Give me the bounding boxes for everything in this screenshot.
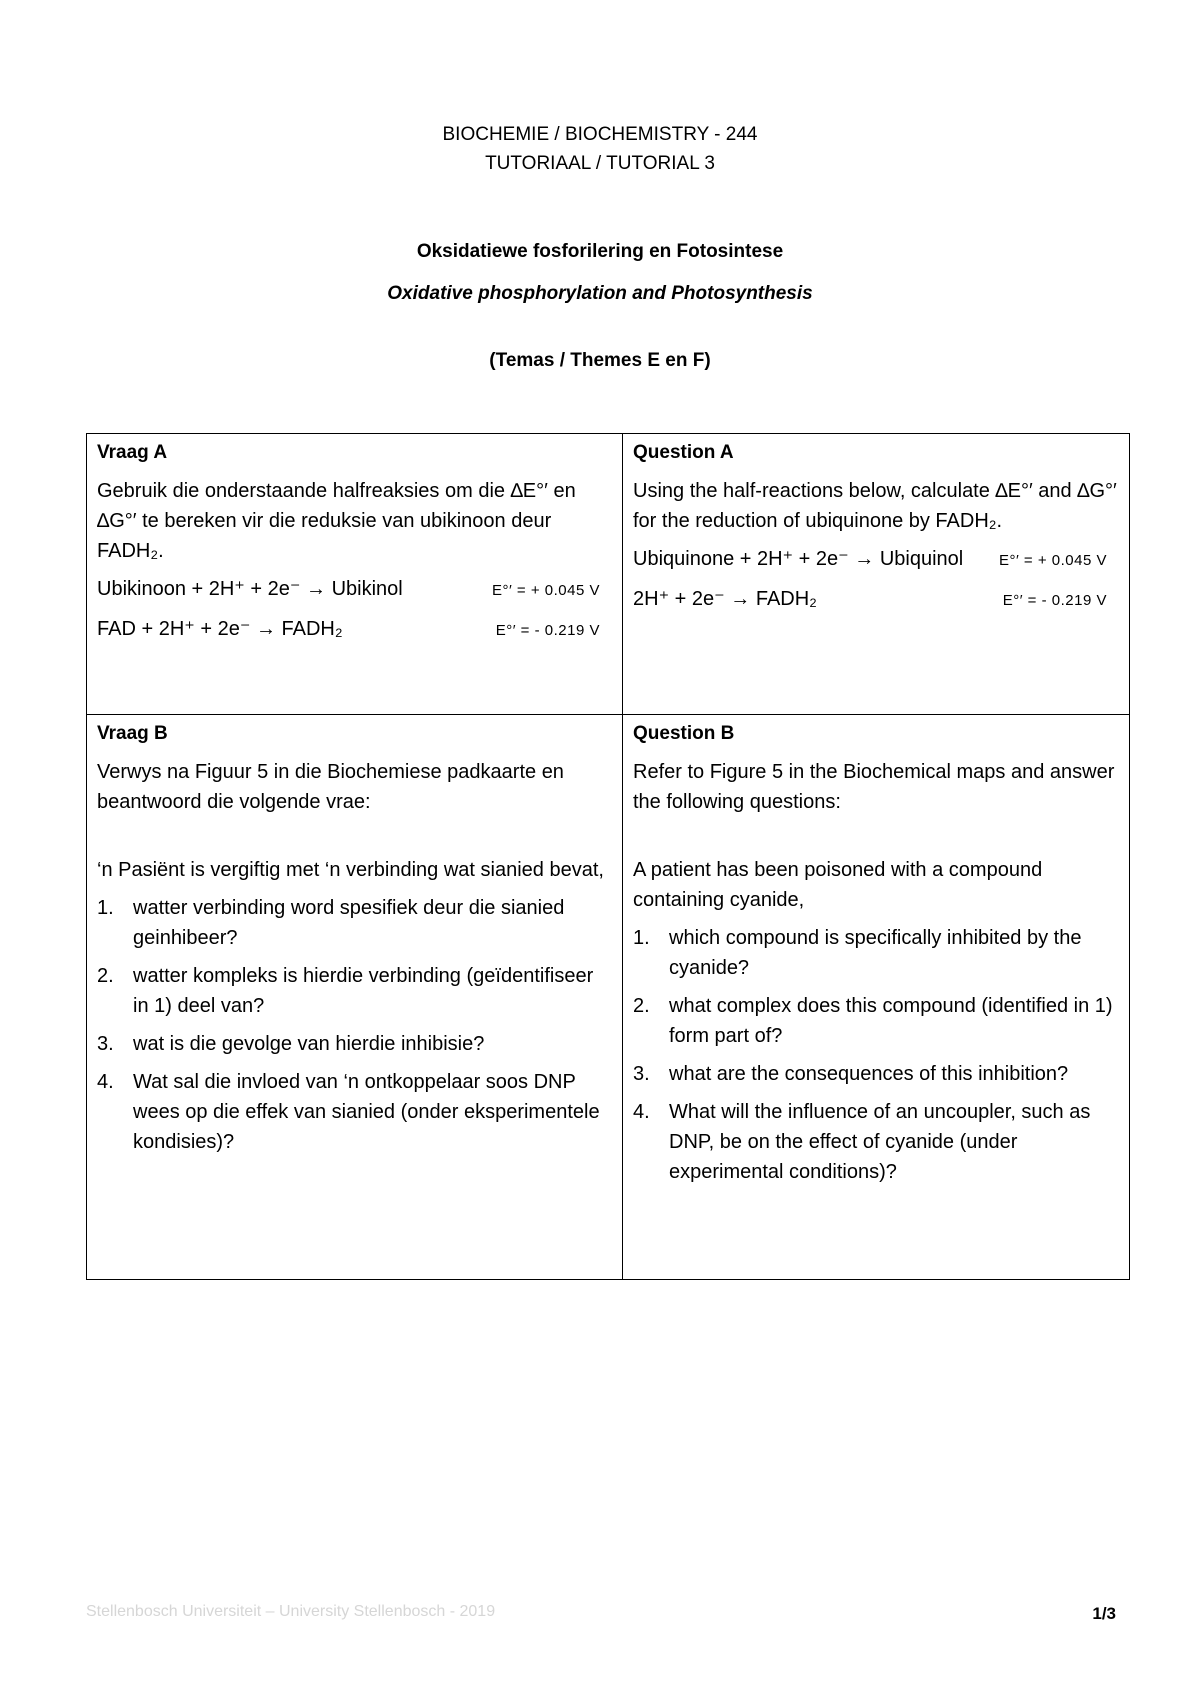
item-text: Wat sal die invloed van ‘n ontkoppelaar soos DNP wees op die effek van sianied (onder eksperimentele kondisies)? — [133, 1071, 600, 1153]
question-b-heading: Question B — [633, 723, 735, 744]
question-a-intro: Using the half-reactions below, calculate ∆E°′ and ∆G°′ for the reduction of ubiquinone by FADH₂. — [633, 480, 1117, 532]
question-a-heading: Question A — [633, 442, 734, 463]
item-number: 2. — [633, 995, 650, 1017]
question-a-cell — [623, 434, 1130, 715]
item-text: watter kompleks is hierdie verbinding (geïdentifiseer in 1) deel van? — [133, 965, 594, 1017]
item-text: wat is die gevolge van hierdie inhibisie? — [133, 1033, 485, 1055]
item-text: What will the influence of an uncoupler, such as DNP, be on the effect of cyanide (under experimental conditions)? — [669, 1101, 1091, 1183]
question-b-list — [633, 923, 1119, 1187]
item-number: 4. — [97, 1071, 114, 1093]
list-item — [97, 1029, 612, 1059]
vraag-b-scenario: ‘n Pasiënt is vergiftig met ‘n verbinding wat sianied bevat, — [97, 859, 604, 881]
question-a-equation-2 — [633, 584, 1119, 616]
question-a-equation-1 — [633, 544, 1119, 576]
footer-institution: Stellenbosch Universiteit – University Stellenbosch - 2019 — [86, 1603, 496, 1620]
list-item — [633, 1097, 1119, 1187]
list-item — [97, 961, 612, 1021]
title-english: Oxidative phosphorylation and Photosynthesis — [387, 283, 813, 304]
equation-text: Ubikinoon + 2H⁺ + 2e⁻ → Ubikinol — [97, 578, 403, 600]
item-text: which compound is specifically inhibited by the cyanide? — [669, 927, 1082, 979]
list-item — [97, 1067, 612, 1157]
equation-text: 2H⁺ + 2e⁻ → FADH₂ — [633, 588, 817, 610]
equation-potential: E°′ = + 0.045 V — [998, 552, 1107, 569]
vraag-b-heading: Vraag B — [97, 723, 168, 744]
item-number: 4. — [633, 1101, 650, 1123]
list-item — [97, 893, 612, 953]
vraag-a-equation-2 — [97, 614, 612, 646]
question-b-intro: Refer to Figure 5 in the Biochemical maps and answer the following questions: — [633, 761, 1115, 813]
vraag-b-list — [97, 893, 612, 1157]
item-number: 3. — [633, 1063, 650, 1085]
question-table — [86, 433, 1130, 1280]
vraag-a-intro: Gebruik die onderstaande halfreaksies om die ∆E°′ en ∆G°′ te bereken vir die reduksie van ubikinoon deur FADH₂. — [97, 480, 576, 562]
question-b-cell — [623, 715, 1130, 1280]
list-item — [633, 991, 1119, 1051]
list-item — [633, 1059, 1119, 1089]
vraag-a-equation-1 — [97, 574, 612, 606]
themes-label: (Temas / Themes E en F) — [489, 350, 711, 371]
equation-potential: E°′ = - 0.219 V — [495, 622, 600, 639]
item-text: watter verbinding word spesifiek deur die sianied geinhibeer? — [133, 897, 565, 949]
question-b-scenario: A patient has been poisoned with a compound containing cyanide, — [633, 859, 1043, 911]
item-number: 1. — [97, 897, 114, 919]
item-number: 1. — [633, 927, 650, 949]
question-row-b — [87, 715, 1130, 1280]
equation-text: Ubiquinone + 2H⁺ + 2e⁻ → Ubiquinol — [633, 548, 964, 570]
equation-potential: E°′ = + 0.045 V — [491, 582, 600, 599]
page-number: 1/3 — [1092, 1604, 1116, 1623]
question-row-a — [87, 434, 1130, 715]
item-number: 3. — [97, 1033, 114, 1055]
tutorial-title: TUTORIAAL / TUTORIAL 3 — [485, 153, 715, 174]
course-title: BIOCHEMIE / BIOCHEMISTRY - 244 — [442, 124, 758, 145]
equation-potential: E°′ = - 0.219 V — [1002, 592, 1107, 609]
equation-text: FAD + 2H⁺ + 2e⁻ → FADH₂ — [97, 618, 343, 640]
vraag-a-heading: Vraag A — [97, 442, 168, 463]
item-number: 2. — [97, 965, 114, 987]
item-text: what are the consequences of this inhibition? — [669, 1063, 1069, 1085]
vraag-b-intro: Verwys na Figuur 5 in die Biochemiese padkaarte en beantwoord die volgende vrae: — [97, 761, 564, 813]
vraag-b-cell — [87, 715, 623, 1280]
title-afrikaans: Oksidatiewe fosforilering en Fotosintese — [416, 241, 784, 262]
list-item — [633, 923, 1119, 983]
vraag-a-cell — [87, 434, 623, 715]
item-text: what complex does this compound (identified in 1) form part of? — [669, 995, 1113, 1047]
